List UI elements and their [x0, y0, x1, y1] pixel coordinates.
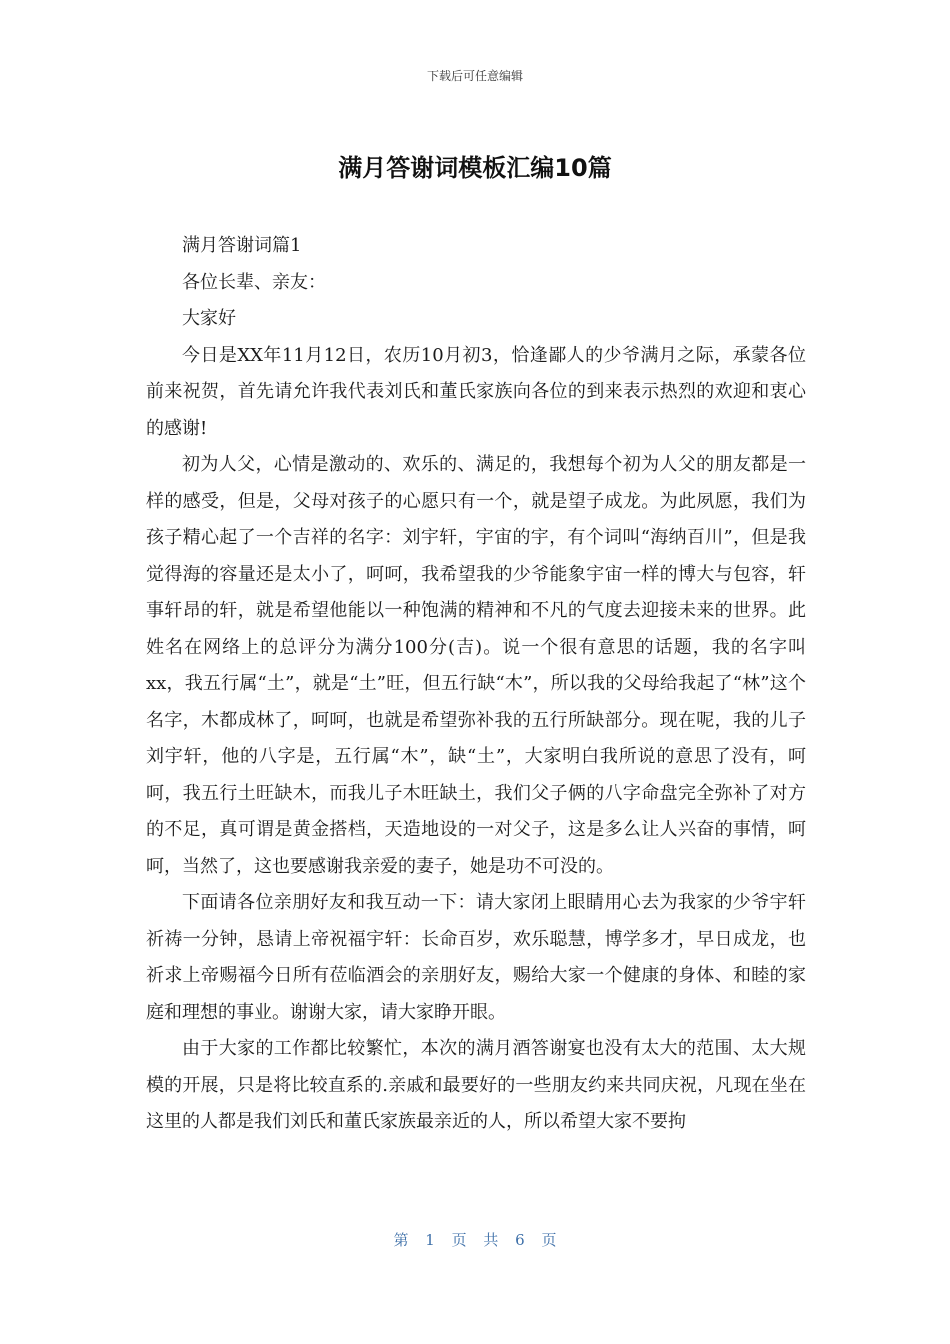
body-paragraph: 下面请各位亲朋好友和我互动一下：请大家闭上眼睛用心去为我家的少爷宇轩祈祷一分钟，恳请上帝祝福宇轩：长命百岁，欢乐聪慧，博学多才，早日成龙，也祈求上帝赐福今日所有莅临酒会的亲朋好友，赐给大家一个健康的身体、和睦的家庭和理想的事业。谢谢大家，请大家睁开眼。	[146, 892, 806, 1023]
body-paragraph: 今日是XX年11月12日，农历10月初3，恰逢鄙人的少爷满月之际，承蒙各位前来祝贺，首先请允许我代表刘氏和董氏家族向各位的到来表示热烈的欢迎和衷心的感谢!	[146, 344, 806, 439]
body-paragraph: 初为人父，心情是激动的、欢乐的、满足的，我想每个初为人父的朋友都是一样的感受，但是，父母对孩子的心愿只有一个，就是望子成龙。为此夙愿，我们为孩子精心起了一个吉祥的名字：刘宇轩，宇宙的宇，有个词叫“海纳百川”，但是我觉得海的容量还是太小了，呵呵，我希望我的少爷能象宇宙一样的博大与包容，轩事轩昂的轩，就是希望他能以一种饱满的精神和不凡的气度去迎接未来的世界。此姓名在网络上的总评分为满分100分(吉)。说一个很有意思的话题，我的名字叫xx，我五行属“土”，就是“土”旺，但五行缺“木”，所以我的父母给我起了“林”这个名字，木都成林了，呵呵，也就是希望弥补我的五行所缺部分。现在呢，我的儿子刘宇轩，他的八字是，五行属“木”，缺“土”，大家明白我所说的意思了没有，呵呵，我五行土旺缺木，而我儿子木旺缺土，我们父子俩的八字命盘完全弥补了对方的不足，真可谓是黄金搭档，天造地设的一对父子，这是多么让人兴奋的事情，呵呵，当然了，这也要感谢我亲爱的妻子，她是功不可没的。	[146, 454, 806, 877]
greeting: 大家好	[182, 308, 236, 329]
section-heading: 满月答谢词篇1	[182, 235, 302, 256]
salutation: 各位长辈、亲友：	[182, 271, 326, 293]
document-body	[146, 228, 806, 1141]
page-header-note: 下载后可任意编辑	[426, 69, 523, 83]
body-paragraph: 由于大家的工作都比较繁忙，本次的满月酒答谢宴也没有太大的范围、太大规模的开展，只是将比较直系的.亲戚和最要好的一些朋友约来共同庆祝，凡现在坐在这里的人都是我们刘氏和董氏家族最亲近的人，所以希望大家不要拘	[146, 1038, 806, 1132]
page-number: 第 1 页 共 6 页	[393, 1231, 557, 1249]
document-title: 满月答谢词模板汇编10篇	[338, 154, 612, 182]
